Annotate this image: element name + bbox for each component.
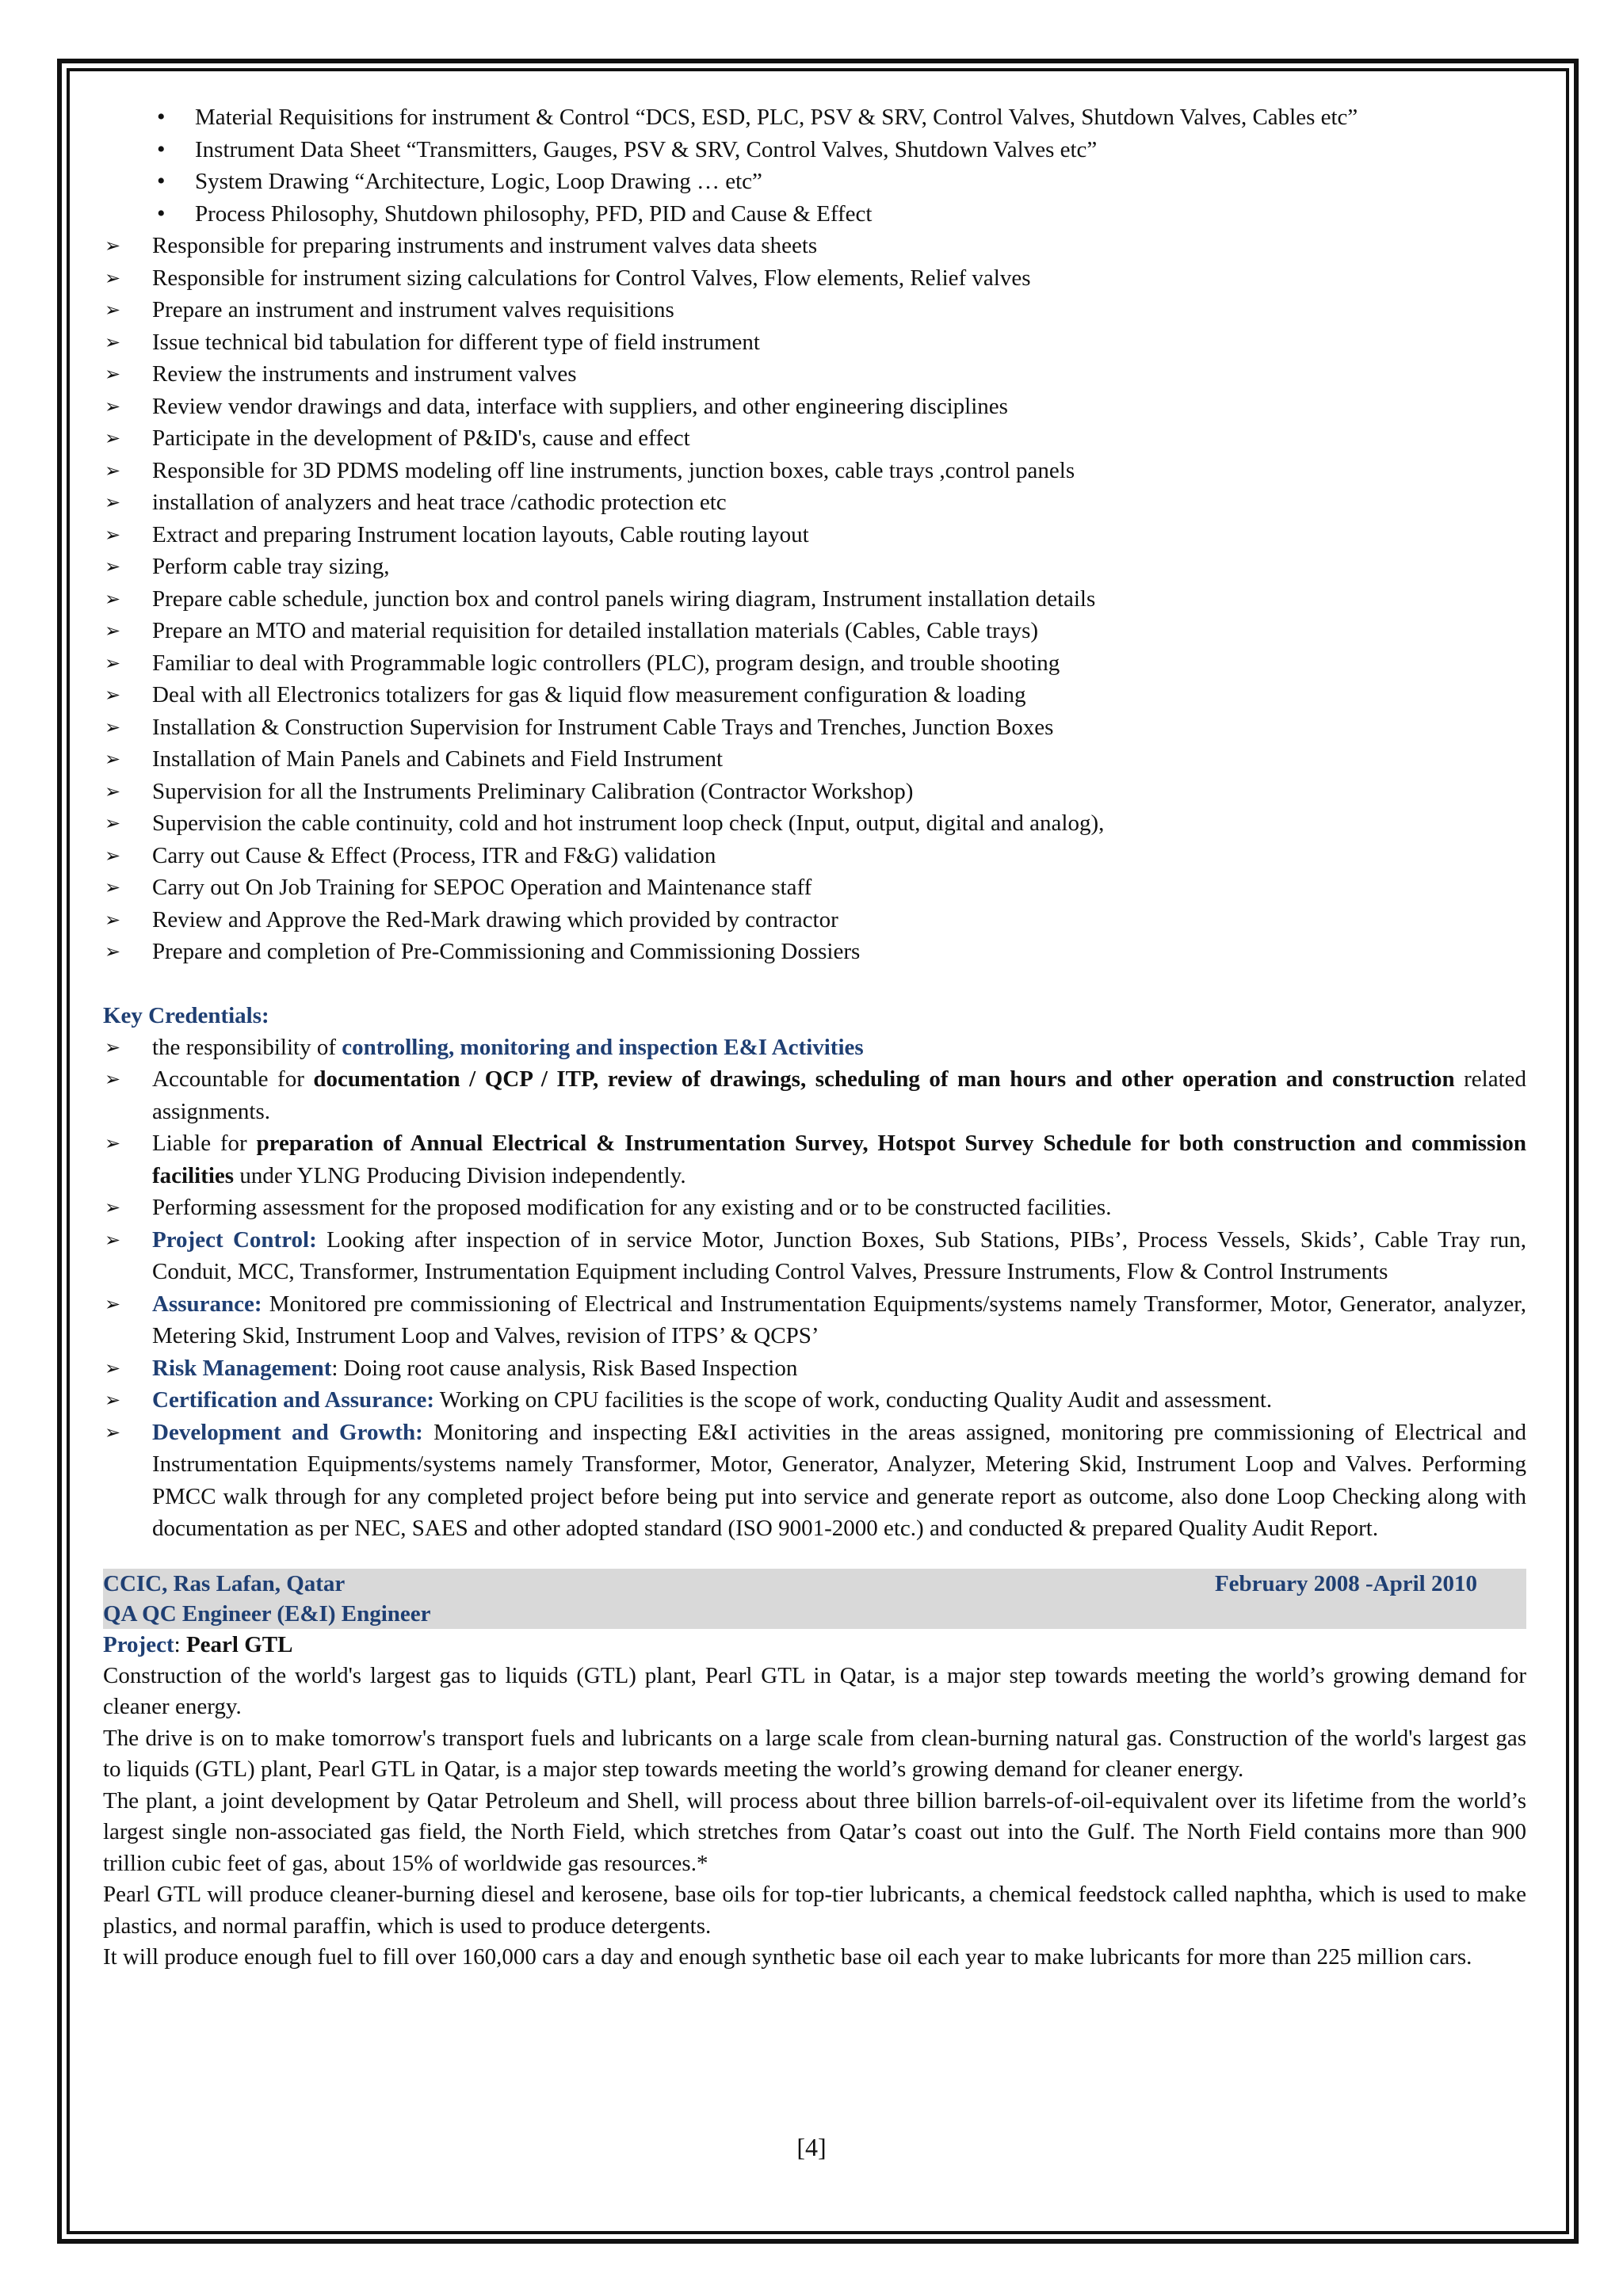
project-paragraph: It will produce enough fuel to fill over 160,000 cars a day and enough synthetic base oil each year to make lubricants for more than 225 million cars. <box>103 1944 1472 1970</box>
list-item: ➢ Issue technical bid tabulation for different type of field instrument <box>103 326 1526 359</box>
arrow-bullet-icon: ➢ <box>105 1068 121 1090</box>
list-item: ➢ Development and Growth: Monitoring and inspecting E&I activities in the areas assigned, monitoring pre commissioning of Electrical and Instrumentation Equipments/systems namely Transformer, Motor, Generator, Analyzer, Metering Skid, Instrument Loop and Valves. Performing PMCC walk through for any completed project before being put into service and generate report as outcome, also done Loop Checking along with documentation as per NEC, SAES and other adopted standard (ISO 9001-2000 etc.) and conducted & prepared Quality Audit Report. <box>103 1417 1526 1545</box>
arrow-bullet-icon: ➢ <box>105 684 121 706</box>
arrow-bullet-icon: ➢ <box>105 620 121 642</box>
responsibilities-list <box>103 230 1526 968</box>
arrow-bullet-icon: ➢ <box>105 1421 121 1444</box>
arrow-bullet-icon: ➢ <box>105 876 121 898</box>
list-item: ➢ installation of analyzers and heat trace /cathodic protection etc <box>103 486 1526 519</box>
arrow-bullet-icon: ➢ <box>105 1132 121 1154</box>
list-item: ➢ Review the instruments and instrument valves <box>103 358 1526 391</box>
list-item: ➢ Extract and preparing Instrument location layouts, Cable routing layout <box>103 519 1526 551</box>
deliverables-list <box>152 101 1526 230</box>
list-item: ➢ Participate in the development of P&ID's, cause and effect <box>103 422 1526 455</box>
arrow-bullet-icon: ➢ <box>105 748 121 770</box>
arrow-bullet-icon: ➢ <box>105 427 121 449</box>
job-role: QA QC Engineer (E&I) Engineer <box>103 1600 431 1627</box>
project-paragraph: Construction of the world's largest gas to liquids (GTL) plant, Pearl GTL in Qatar, is a major step towards meeting the world’s growing demand for cleaner energy. <box>103 1662 1526 1719</box>
list-item: ➢ Assurance: Monitored pre commissioning of Electrical and Instrumentation Equipments/systems namely Transformer, Motor, Generator, analyzer, Metering Skid, Instrument Loop and Valves, revision of ITPS’ & QCPS’ <box>103 1288 1526 1352</box>
key-credentials-title: Key Credentials: <box>103 1002 269 1028</box>
arrow-bullet-icon: ➢ <box>105 491 121 513</box>
arrow-bullet-icon: ➢ <box>105 523 121 546</box>
job-header <box>103 1569 1526 1629</box>
list-item: ➢ Responsible for instrument sizing calculations for Control Valves, Flow elements, Relief valves <box>103 262 1526 295</box>
list-item: ➢ Project Control: Looking after inspection of in service Motor, Junction Boxes, Sub Stations, PIBs’, Process Vessels, Skids’, Cable Tray run, Conduit, MCC, Transformer, Instrumentation Equipment including Control Valves, Pressure Instruments, Flow & Control Instruments <box>103 1224 1526 1288</box>
arrow-bullet-icon: ➢ <box>105 363 121 385</box>
page-content <box>103 101 1526 1974</box>
list-item: • System Drawing “Architecture, Logic, Loop Drawing … etc” <box>152 166 1526 198</box>
list-item: ➢ Risk Management: Doing root cause analysis, Risk Based Inspection <box>103 1352 1526 1385</box>
project-label: Project <box>103 1631 174 1657</box>
list-item: ➢ Performing assessment for the proposed modification for any existing and or to be constructed facilities. <box>103 1192 1526 1224</box>
arrow-bullet-icon: ➢ <box>105 1228 121 1251</box>
arrow-bullet-icon: ➢ <box>105 459 121 482</box>
project-name: Pearl GTL <box>185 1631 293 1657</box>
arrow-bullet-icon: ➢ <box>105 1389 121 1411</box>
job-header-row <box>103 1569 1526 1599</box>
list-item: • Material Requisitions for instrument & Control “DCS, ESD, PLC, PSV & SRV, Control Valves, Shutdown Valves, Cables etc” <box>152 101 1526 134</box>
arrow-bullet-icon: ➢ <box>105 1196 121 1219</box>
arrow-bullet-icon: ➢ <box>105 1035 121 1058</box>
list-item: ➢ Carry out Cause & Effect (Process, ITR and F&G) validation <box>103 840 1526 872</box>
list-item: ➢ the responsibility of controlling, monitoring and inspection E&I Activities <box>103 1032 1526 1064</box>
arrow-bullet-icon: ➢ <box>105 235 121 257</box>
arrow-bullet-icon: ➢ <box>105 555 121 578</box>
arrow-bullet-icon: ➢ <box>105 587 121 610</box>
project-paragraph: Pearl GTL will produce cleaner-burning diesel and kerosene, base oils for top-tier lubricants, a chemical feedstock called naphtha, which is used to make plastics, and normal paraffin, which is used to produce detergents. <box>103 1882 1526 1939</box>
list-item: ➢ Carry out On Job Training for SEPOC Operation and Maintenance staff <box>103 871 1526 904</box>
list-item: ➢ Responsible for preparing instruments and instrument valves data sheets <box>103 230 1526 262</box>
project-line: Project: Pearl GTL <box>103 1631 293 1657</box>
arrow-bullet-icon: ➢ <box>105 812 121 834</box>
list-item: ➢ Supervision the cable continuity, cold and hot instrument loop check (Input, output, digital and analog), <box>103 807 1526 840</box>
arrow-bullet-icon: ➢ <box>105 651 121 674</box>
list-item: ➢ Accountable for documentation / QCP / ITP, review of drawings, scheduling of man hours and other operation and construction related assignments. <box>103 1063 1526 1127</box>
list-item: ➢ Review and Approve the Red-Mark drawing which provided by contractor <box>103 904 1526 936</box>
arrow-bullet-icon: ➢ <box>105 299 121 321</box>
job-dates: February 2008 -April 2010 <box>1214 1570 1477 1596</box>
list-item: ➢ Familiar to deal with Programmable logic controllers (PLC), program design, and trouble shooting <box>103 647 1526 680</box>
project-paragraph: The plant, a joint development by Qatar Petroleum and Shell, will process about three billion barrels-of-oil-equivalent over its lifetime from the world’s largest single non-associated gas field, the North Field, which stretches from Qatar’s coast out into the Gulf. The North Field contains more than 900 trillion cubic feet of gas, about 15% of worldwide gas resources.* <box>103 1787 1526 1876</box>
list-item: ➢ Prepare an instrument and instrument valves requisitions <box>103 294 1526 326</box>
arrow-bullet-icon: ➢ <box>105 844 121 867</box>
arrow-bullet-icon: ➢ <box>105 1292 121 1315</box>
list-item: • Instrument Data Sheet “Transmitters, Gauges, PSV & SRV, Control Valves, Shutdown Valves etc” <box>152 134 1526 166</box>
list-item: ➢ Responsible for 3D PDMS modeling off line instruments, junction boxes, cable trays ,control panels <box>103 455 1526 487</box>
arrow-bullet-icon: ➢ <box>105 780 121 803</box>
list-item: ➢ Prepare cable schedule, junction box and control panels wiring diagram, Instrument installation details <box>103 583 1526 616</box>
list-item: ➢ Perform cable tray sizing, <box>103 551 1526 583</box>
list-item: ➢ Liable for preparation of Annual Electrical & Instrumentation Survey, Hotspot Survey Schedule for both construction and commission facilities under YLNG Producing Division independently. <box>103 1127 1526 1192</box>
list-item: ➢ Prepare and completion of Pre-Commissioning and Commissioning Dossiers <box>103 936 1526 968</box>
key-credentials-list <box>103 1032 1526 1545</box>
list-item: ➢ Prepare an MTO and material requisition for detailed installation materials (Cables, Cable trays) <box>103 615 1526 647</box>
list-item: ➢ Review vendor drawings and data, interface with suppliers, and other engineering disciplines <box>103 391 1526 423</box>
list-item: ➢ Installation & Construction Supervision for Instrument Cable Trays and Trenches, Junction Boxes <box>103 711 1526 744</box>
list-item: • Process Philosophy, Shutdown philosophy, PFD, PID and Cause & Effect <box>152 198 1526 231</box>
arrow-bullet-icon: ➢ <box>105 395 121 418</box>
arrow-bullet-icon: ➢ <box>105 1356 121 1379</box>
arrow-bullet-icon: ➢ <box>105 908 121 931</box>
page-number: [4] <box>796 2133 827 2161</box>
arrow-bullet-icon: ➢ <box>105 940 121 963</box>
list-item: ➢ Supervision for all the Instruments Preliminary Calibration (Contractor Workshop) <box>103 776 1526 808</box>
arrow-bullet-icon: ➢ <box>105 266 121 289</box>
list-item: ➢ Deal with all Electronics totalizers for gas & liquid flow measurement configuration & loading <box>103 679 1526 711</box>
arrow-bullet-icon: ➢ <box>105 330 121 353</box>
list-item: ➢ Certification and Assurance: Working on CPU facilities is the scope of work, conducting Quality Audit and assessment. <box>103 1384 1526 1417</box>
list-item: ➢ Installation of Main Panels and Cabinets and Field Instrument <box>103 743 1526 776</box>
arrow-bullet-icon: ➢ <box>105 715 121 738</box>
company-name: CCIC, Ras Lafan, Qatar <box>103 1570 346 1596</box>
project-paragraph: The drive is on to make tomorrow's transport fuels and lubricants on a large scale from clean-burning natural gas. Construction of the world's largest gas to liquids (GTL) plant, Pearl GTL in Qatar, is a major step towards meeting the world’s growing demand for cleaner energy. <box>103 1725 1526 1782</box>
